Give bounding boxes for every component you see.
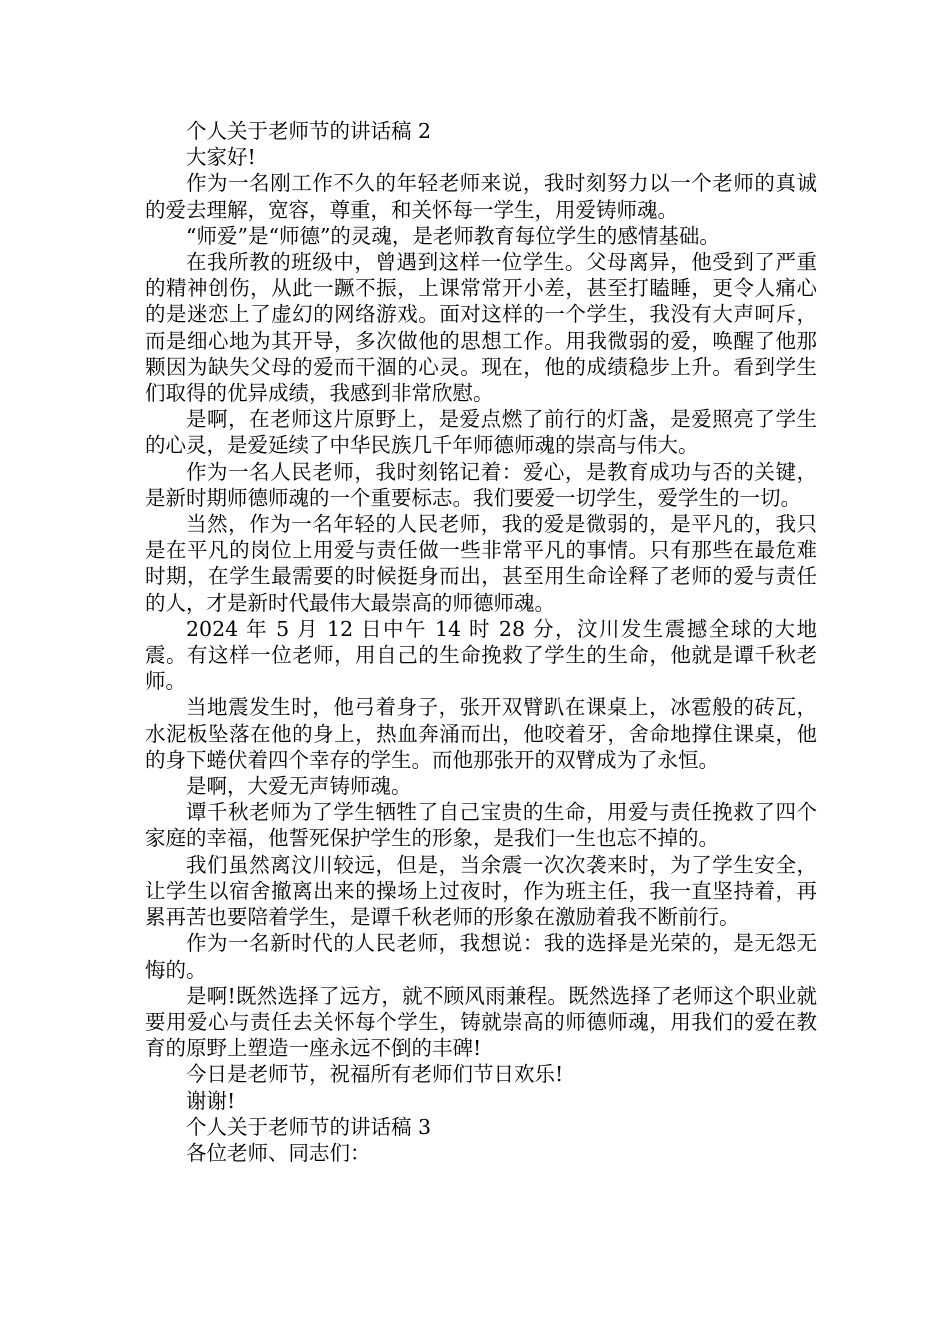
body-paragraph: 2024 年 5 月 12 日中午 14 时 28 分，汶川发生震撼全球的大地震。有这样一位老师，用自己的生命挽救了学生的生命，他就是谭千秋老师。 (145, 616, 817, 694)
body-paragraph: “师爱”是“师德”的灵魂，是老师教育每位学生的感情基础。 (186, 223, 720, 248)
body-paragraph: 今日是老师节，祝福所有老师们节日欢乐! (186, 1062, 564, 1087)
greeting: 大家好! (186, 145, 256, 170)
closing-thanks: 谢谢! (186, 1088, 236, 1113)
body-paragraph: 是啊!既然选择了远方，就不顾风雨兼程。既然选择了老师这个职业就要用爱心与责任去关怀每个学生，铸就崇高的师德师魂，用我们的爱在教育的原野上塑造一座永远不倒的丰碑! (145, 983, 817, 1061)
body-paragraph: 谭千秋老师为了学生牺牲了自己宝贵的生命，用爱与责任挽救了四个家庭的幸福，他誓死保护学生的形象，是我们一生也忘不掉的。 (145, 800, 817, 851)
body-paragraph: 作为一名新时代的人民老师，我想说：我的选择是光荣的，是无怨无悔的。 (145, 931, 817, 982)
body-paragraph: 当然，作为一名年轻的人民老师，我的爱是微弱的，是平凡的，我只是在平凡的岗位上用爱与责任做一些非常平凡的事情。只有那些在最危难时期，在学生最需要的时候挺身而出，甚至用生命诠释了老师的爱与责任的人，才是新时代最伟大最崇高的师德师魂。 (145, 512, 817, 615)
heading-speech-3: 个人关于老师节的讲话稿 3 (186, 1114, 432, 1139)
greeting: 各位老师、同志们： (186, 1140, 371, 1165)
document-page (145, 118, 817, 1166)
body-paragraph: 我们虽然离汶川较远，但是，当余震一次次袭来时，为了学生安全，让学生以宿舍撤离出来的操场上过夜时，作为班主任，我一直坚持着，再累再苦也要陪着学生，是谭千秋老师的形象在激励着我不断前行。 (145, 852, 817, 930)
body-paragraph: 是啊，在老师这片原野上，是爱点燃了前行的灯盏，是爱照亮了学生的心灵，是爱延续了中华民族几千年师德师魂的崇高与伟大。 (145, 407, 817, 458)
body-paragraph: 当地震发生时，他弓着身子，张开双臂趴在课桌上，冰雹般的砖瓦，水泥板坠落在他的身上，热血奔涌而出，他咬着牙，舍命地撑住课桌，他的身下蜷伏着四个幸存的学生。而他那张开的双臂成为了永恒。 (145, 695, 817, 772)
body-paragraph: 作为一名刚工作不久的年轻老师来说，我时刻努力以一个老师的真诚的爱去理解，宽容，尊重，和关怀每一学生，用爱铸师魂。 (145, 171, 817, 222)
body-paragraph: 在我所教的班级中，曾遇到这样一位学生。父母离异，他受到了严重的精神创伤，从此一蹶不振，上课常常开小差，甚至打瞌睡，更令人痛心的是迷恋上了虚幻的网络游戏。面对这样的一个学生，我没有大声呵斥，而是细心地为其开导，多次做他的思想工作。用我微弱的爱，唤醒了他那颗因为缺失父母的爱而干涸的心灵。现在，他的成绩稳步上升。看到学生们取得的优异成绩，我感到非常欣慰。 (145, 250, 817, 406)
body-paragraph: 是啊，大爱无声铸师魂。 (186, 774, 412, 799)
body-paragraph: 作为一名人民老师，我时刻铭记着：爱心，是教育成功与否的关键，是新时期师德师魂的一个重要标志。我们要爱一切学生，爱学生的一切。 (145, 459, 817, 510)
heading-speech-2: 个人关于老师节的讲话稿 2 (186, 119, 432, 143)
